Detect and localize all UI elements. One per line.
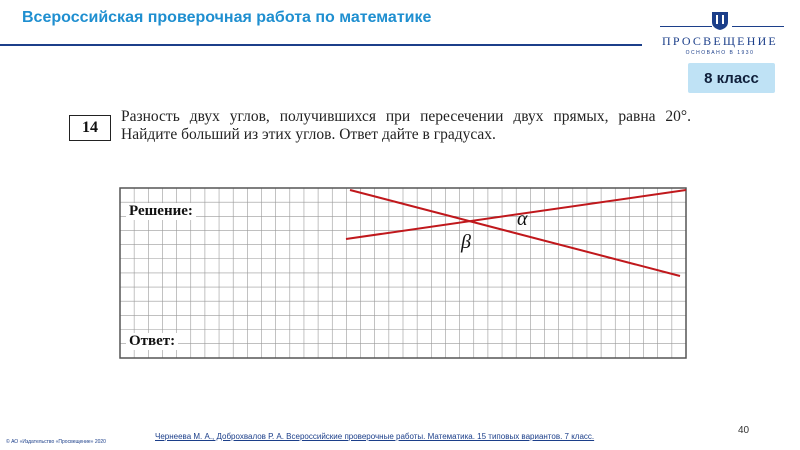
grade-badge: 8 класс — [688, 63, 775, 93]
solution-label: Решение: — [126, 203, 196, 220]
task-number: 14 — [69, 115, 111, 141]
intersecting-line-1 — [350, 190, 680, 276]
logo-since-text: ОСНОВАНО В 1930 — [685, 50, 755, 56]
logo-brand-text: ПРОСВЕЩЕНИЕ — [662, 34, 778, 48]
page-title: Всероссийская проверочная работа по математике — [22, 9, 432, 26]
page-number: 40 — [738, 425, 750, 436]
angle-alpha-label: α — [517, 208, 528, 230]
source-reference-link[interactable]: Чернеева М. А., Доброхвалов Р. А. Всероссийские проверочные работы. Математика. 15 типовых вариантов. 7 класс. — [155, 432, 595, 441]
task-text: Разность двух углов, получившихся при пересечении двух прямых, равна 20°. Найдите больший из этих углов. Ответ дайте в градусах. — [121, 108, 691, 143]
angle-beta-label: β — [461, 231, 471, 253]
copyright-text: © АО «Издательство «Просвещение» 2020 — [6, 439, 106, 445]
grid-lines — [120, 188, 686, 358]
answer-label: Ответ: — [126, 333, 178, 350]
